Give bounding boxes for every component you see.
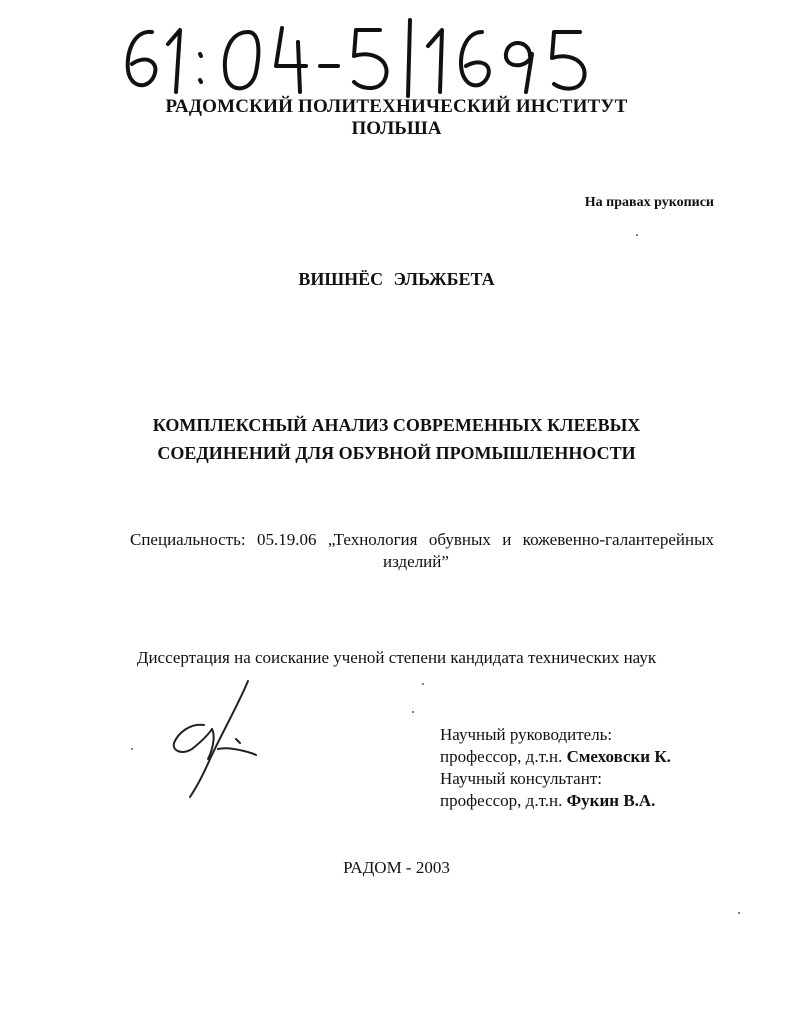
author-name: ВИШНЁС ЭЛЬЖБЕТА	[298, 269, 495, 289]
scan-speck	[422, 683, 424, 685]
consultant-line	[440, 790, 671, 812]
place-and-year: РАДОМ - 2003	[343, 858, 450, 877]
advisor-line	[440, 746, 671, 768]
scan-speck	[412, 711, 414, 713]
rights-note: На правах рукописи	[584, 195, 714, 210]
advisor-name: Смеховски К.	[566, 747, 671, 766]
dissertation-title-line-2: СОЕДИНЕНИЙ ДЛЯ ОБУВНОЙ ПРОМЫШЛЕННОСТИ	[157, 443, 636, 463]
scan-speck	[738, 912, 740, 914]
specialty-name: „Технология обувных и кожевенно-галантерейных	[327, 530, 714, 549]
consultant-title: профессор, д.т.н.	[440, 791, 563, 810]
specialty-code: 05.19.06	[256, 530, 317, 549]
signature	[160, 675, 270, 800]
specialty-label: Специальность:	[130, 530, 246, 549]
consultant-name: Фукин В.А.	[566, 791, 656, 810]
dissertation-title-line-1: КОМПЛЕКСНЫЙ АНАЛИЗ СОВРЕМЕННЫХ КЛЕЕВЫХ	[152, 415, 641, 435]
scan-speck	[636, 234, 638, 236]
institute-name: РАДОМСКИЙ ПОЛИТЕХНИЧЕСКИЙ ИНСТИТУТ	[165, 96, 628, 117]
advisor-label: Научный руководитель:	[440, 725, 613, 744]
scan-speck	[131, 748, 133, 750]
supervisors-block	[440, 724, 671, 812]
specialty-name-continuation: изделий”	[383, 552, 449, 571]
specialty-line	[130, 530, 714, 550]
country-name: ПОЛЬША	[351, 118, 442, 139]
advisor-title: профессор, д.т.н.	[440, 747, 563, 766]
handwritten-archive-code	[110, 18, 630, 98]
dissertation-degree-note: Диссертация на соискание ученой степени кандидата технических наук	[136, 648, 657, 667]
consultant-label: Научный консультант:	[440, 769, 602, 788]
